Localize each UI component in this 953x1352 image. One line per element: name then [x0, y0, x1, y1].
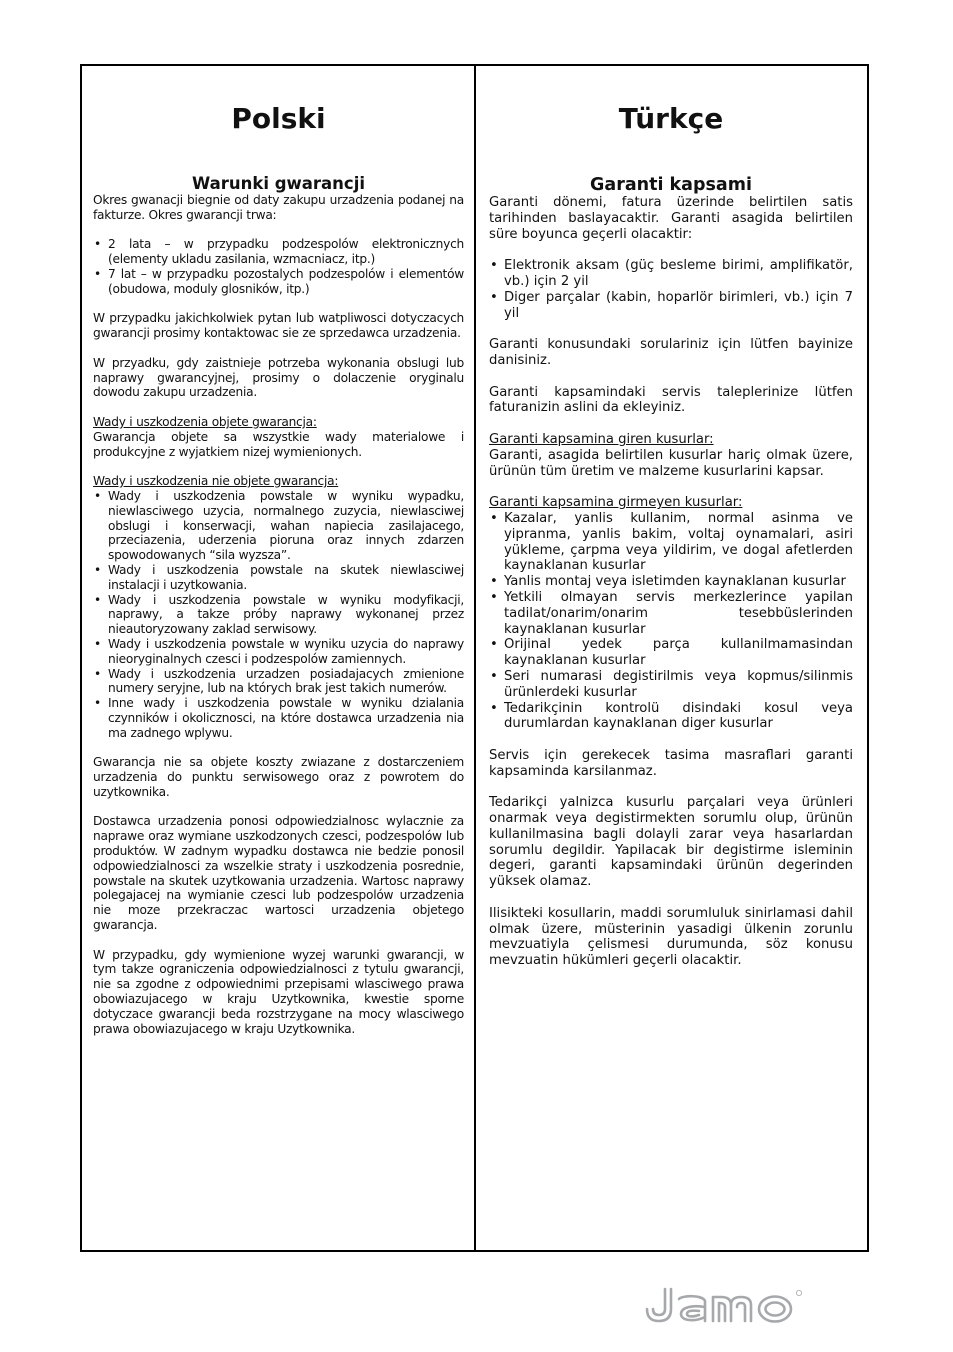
list-item: • Diger parçalar (kabin, hoparlör birimleri, vb.) için 7 yil: [489, 290, 853, 322]
turkce-language-title: Türkçe: [618, 102, 724, 135]
warranty-frame: [80, 64, 869, 1252]
turkce-not-covered-title: Garanti kapsamina girmeyen kusurlar:: [489, 495, 743, 511]
turkce-not-covered-list: [489, 511, 853, 732]
turkce-column: [476, 66, 867, 1250]
list-item: • Yetkili olmayan servis merkezlerince yapilan tadilat/onarim/onarim tesebbüslerinden kaynaklanan kusurlar: [489, 590, 853, 637]
turkce-period-list: [489, 258, 853, 321]
polski-covered-text: Gwarancja objete sa wszystkie wady materialowe i produkcyjne z wyjatkiem nizej wymienionych.: [93, 429, 464, 459]
polski-questions: W przypadku jakichkolwiek pytan lub watpliwosci dotyczacych gwarancji prosimy kontaktowac sie ze sprzedawca urzadzenia.: [93, 311, 464, 341]
polski-language-title: Polski: [231, 102, 326, 135]
turkce-covered-title: Garanti kapsamina giren kusurlar:: [489, 431, 714, 447]
turkce-proof: Garanti kapsamindaki servis taleplerinize lütfen faturanizin aslini da ekleyiniz.: [489, 384, 853, 416]
list-item: • Yanlis montaj veya isletimden kaynaklanan kusurlar: [489, 574, 853, 590]
list-item: • Tedarikçinin kontrolü disindaki kosul veya durumlardan kaynaklanan diger kusurlar: [489, 701, 853, 733]
list-item: • Wady i uszkodzenia powstale w wyniku uzycia do naprawy nieoryginalnych czesci i podzespolów zamiennych.: [93, 637, 464, 667]
polski-column: [82, 66, 476, 1250]
turkce-liability: Tedarikçi yalnizca kusurlu parçalari veya ürünleri onarmak veya degistirmekten sorumlu olup, ürünün kullanilmasina bagli dolayli zarar veya hasarlardan sorumlu degildir. Yapilacak bir degistirme isleminin degeri, garanti kapsamindaki ürünün degerinden yüksek olamaz.: [489, 795, 853, 890]
list-item: • 7 lat – w przypadku pozostalych podzespolów i elementów (obudowa, moduly glosników, itp.): [93, 267, 464, 297]
polski-period-list: [93, 237, 464, 296]
polski-law: W przypadku, gdy wymienione wyzej warunki gwarancji, w tym takze ograniczenia odpowiedzialnosci z tytulu gwarancji, nie sa zgodne z odpowiednimi przepisami wlasciwego prawa obowiazujacego w kraju Uzytkownika, kwestie sporne dotyczace gwarancji beda rozstrzygane na mocy wlasciwego prawa obowiazujacego w kraju Uzytkownika.: [93, 947, 464, 1036]
polski-body: [93, 193, 464, 1036]
turkce-intro: Garanti dönemi, fatura üzerinde belirtilen satis tarihinden baslayacaktir. Garanti asagida belirtilen süre boyunca geçerli olacaktir:: [489, 195, 853, 242]
list-item: • Wady i uszkodzenia powstale w wyniku modyfikacji, naprawy, a takze próby naprawy wykonanej przez nieautoryzowany zaklad serwisowy.: [93, 593, 464, 637]
list-item: • Wady i uszkodzenia powstale w wyniku wypadku, niewlasciwego uzycia, normalnego zuzycia, niewlasciwej obslugi i konserwacji, wahan napiecia zasilajacego, przeciazenia, uderzenia pioruna oraz innych zdarzen spowodowanych “sila wyzsza”.: [93, 489, 464, 563]
polski-liability: Dostawca urzadzenia ponosi odpowiedzialnosc wylacznie za naprawe oraz wymiane uszkodzonych czesci, podzespolów lub produktów. W zadnym wypadku dostawca nie bedzie ponosil odpowiedzialnosci za wszelkie straty i uszkodzenia posrednie, powstale na skutek uzytkowania urzadzenia. Wartosc naprawy polegajacej na wymianie czesci lub podzespolów urzadzenia nie moze przekraczac wartosci urzadzenia objetego gwarancja.: [93, 814, 464, 933]
list-item: • Wady i uszkodzenia urzadzen posiadajacych zmienione numery seryjne, lub na których brak jest takich numerów.: [93, 667, 464, 697]
list-item: • Inne wady i uszkodzenia powstale w wyniku dzialania czynników i okolicznosci, na które dostawca urzadzenia nia ma zadnego wplywu.: [93, 696, 464, 740]
list-item: • Seri numarasi degistirilmis veya kopmus/silinmis ürünlerdeki kusurlar: [489, 669, 853, 701]
polski-heading: Warunki gwarancji: [191, 174, 366, 193]
list-item: • Elektronik aksam (güç besleme birimi, amplifikatör, vb.) için 2 yil: [489, 258, 853, 290]
turkce-covered-text: Garanti, asagida belirtilen kusurlar hariç olmak üzere, ürünün tüm üretim ve malzeme kusurlarini kapsar.: [489, 447, 853, 479]
turkce-questions: Garanti konusundaki sorulariniz için lütfen bayinize danisiniz.: [489, 337, 853, 368]
turkce-heading: Garanti kapsami: [590, 175, 752, 195]
polski-covered-title: Wady i uszkodzenia objete gwarancja:: [93, 414, 317, 429]
list-item: • 2 lata – w przypadku podzespolów elektronicznych (elementy ukladu zasilania, wzmacniacz, itp.): [93, 237, 464, 267]
list-item: • Orijinal yedek parça kullanilmamasindan kaynaklanan kusurlar: [489, 637, 853, 669]
list-item: • Wady i uszkodzenia powstale na skutek niewlasciwej instalacji i uzytkowania.: [93, 563, 464, 593]
polski-proof: W przyadku, gdy zaistnieje potrzeba wykonania obslugi lub naprawy gwarancyjnej, prosimy o dolaczenie oryginalu dowodu zakupu urzadzenia.: [93, 355, 464, 400]
turkce-costs: Servis için gerekecek tasima masraflari garanti kapsaminda karsilanmaz.: [489, 747, 853, 779]
polski-not-covered-list: [93, 489, 464, 741]
jamo-logo: [643, 1283, 809, 1325]
list-item: • Kazalar, yanlis kullanim, normal asinma ve yipranma, yanlis bakim, voltaj oynamalari, asiri yükleme, çarpma veya yildirim, ve dogal afetlerden kaynaklanan kusurlar: [489, 511, 853, 574]
polski-intro: Okres gwanacji biegnie od daty zakupu urzadzenia podanej na fakturze. Okres gwarancji trwa:: [93, 193, 464, 222]
polski-costs: Gwarancja nie sa objete koszty zwiazane z dostarczeniem urzadzenia do punktu serwisowego oraz z powrotem do uzytkownika.: [93, 755, 464, 799]
polski-not-covered-title: Wady i uszkodzenia nie objete gwarancja:: [93, 474, 339, 489]
turkce-law: Ilisikteki kosullarin, maddi sorumluluk sinirlamasi dahil olmak üzere, müsterinin yasadigi ülkenin zorunlu mevzuatiyla çelismesi durumunda, söz konusu mevzuatin hükümleri geçerli olacaktir.: [489, 905, 853, 969]
turkce-body: [489, 195, 853, 969]
